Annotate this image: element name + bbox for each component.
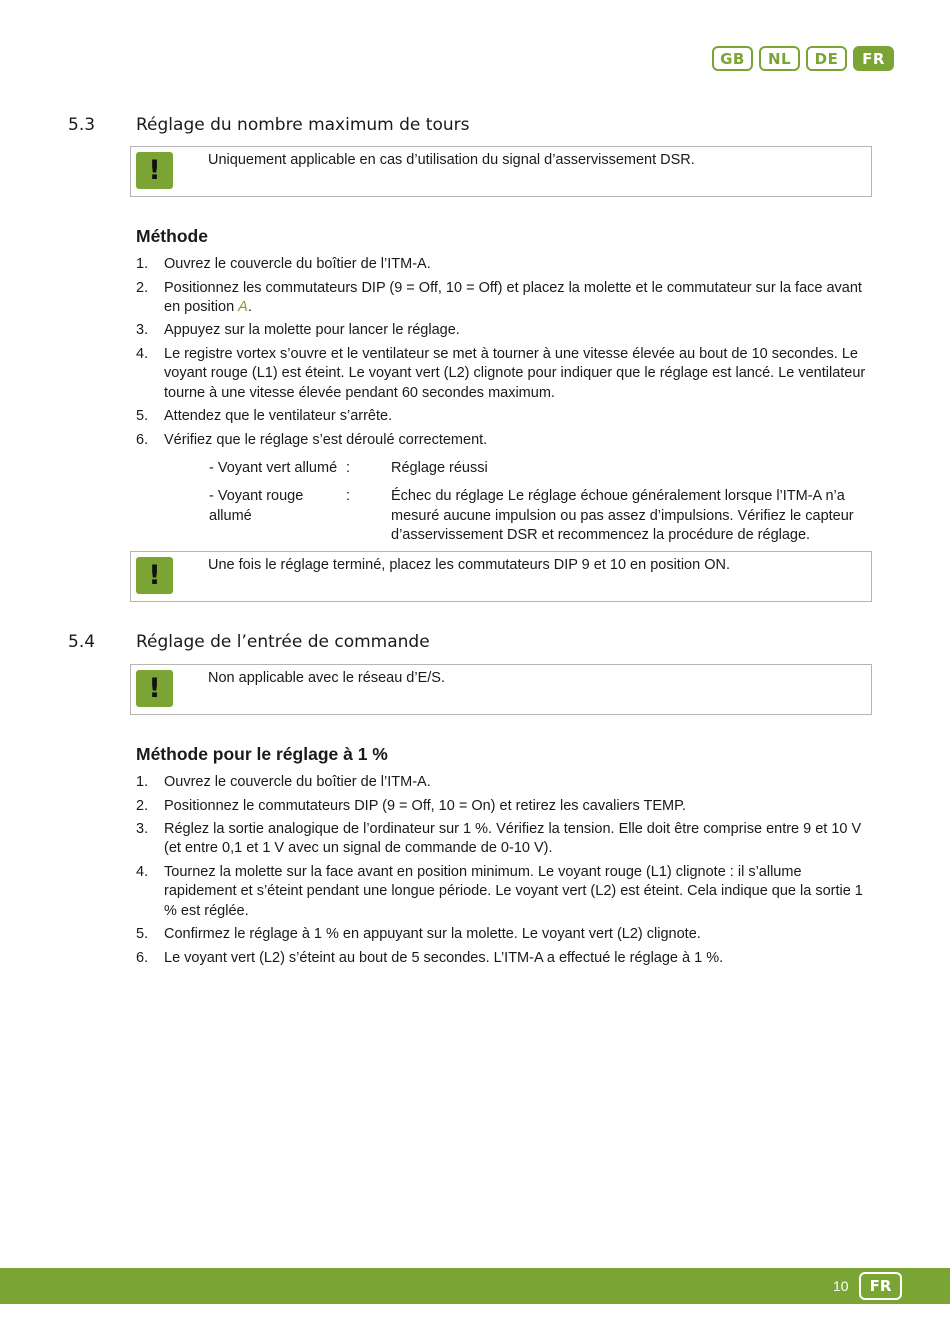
section-number: 5.3 — [68, 115, 96, 135]
note-box-io-network — [130, 664, 872, 715]
lang-tab-fr[interactable]: FR — [853, 46, 894, 71]
step-text: Réglez la sortie analogique de l’ordinateur sur 1 %. Vérifiez la tension. Elle doit être comprise entre 9 et 10 V (et entre 0,1 et 1 V avec un signal de commande de 0-10 V). — [164, 821, 862, 857]
status-row-failure — [209, 487, 874, 545]
list-item — [136, 773, 871, 792]
list-item — [136, 345, 871, 403]
warning-icon: ! — [136, 670, 173, 707]
note-text: Une fois le réglage terminé, placez les commutateurs DIP 9 et 10 en position ON. — [208, 557, 730, 573]
status-description: Réglage réussi — [391, 460, 488, 476]
step-text: Attendez que le ventilateur s’arrête. — [164, 408, 393, 425]
step-text: Vérifiez que le réglage s’est déroulé correctement. — [164, 431, 488, 448]
list-item — [136, 863, 871, 921]
step-number: 2. — [136, 797, 149, 814]
method-steps-5-4 — [136, 773, 871, 972]
list-item — [136, 321, 871, 340]
step-text: Le voyant vert (L2) s’éteint au bout de 5 secondes. L’ITM-A a effectué le réglage à 1 %. — [164, 949, 724, 966]
step-text: Le registre vortex s’ouvre et le ventilateur se met à tourner à une vitesse élevée au bout de 10 secondes. Le voyant rouge (L1) est éteint. Le voyant vert (L2) clignote pour indiquer que le réglage est lancé. Le ventilateur tourne à une vitesse élevée pendant 60 secondes maximum. — [164, 346, 866, 401]
footer-language-badge: FR — [859, 1272, 902, 1300]
step-number: 3. — [136, 821, 149, 838]
step-number: 5. — [136, 408, 149, 425]
section-title: Réglage du nombre maximum de tours — [136, 115, 470, 135]
language-tabs — [712, 46, 894, 71]
step-number: 5. — [136, 926, 149, 943]
lang-tab-nl[interactable]: NL — [759, 46, 800, 71]
step-text: Ouvrez le couvercle du boîtier de l’ITM-A. — [164, 256, 431, 272]
step-text: Positionnez le commutateurs DIP (9 = Off, 10 = On) et retirez les cavaliers TEMP. — [164, 797, 686, 814]
step-number: 4. — [136, 346, 149, 363]
step-number: 6. — [136, 949, 149, 966]
step-text: Confirmez le réglage à 1 % en appuyant sur la molette. Le voyant vert (L2) clignote. — [164, 926, 701, 943]
method-steps-5-3 — [136, 255, 871, 454]
lang-tab-de[interactable]: DE — [806, 46, 847, 71]
page-footer — [0, 1268, 950, 1304]
warning-icon: ! — [136, 557, 173, 594]
list-item — [136, 279, 871, 318]
status-label: - Voyant rouge allumé — [209, 488, 304, 524]
step-number: 4. — [136, 864, 149, 881]
step-number: 3. — [136, 322, 149, 339]
lang-tab-gb[interactable]: GB — [712, 46, 753, 71]
step-text-end: . — [247, 298, 252, 315]
position-a-highlight: A — [238, 298, 248, 315]
step-number: 1. — [136, 774, 149, 790]
note-box-dsr — [130, 146, 872, 197]
step-number: 6. — [136, 431, 149, 448]
step-text: Ouvrez le couvercle du boîtier de l’ITM-A. — [164, 774, 431, 790]
status-row-success — [209, 459, 874, 478]
section-number: 5.4 — [68, 632, 96, 652]
step-text: Positionnez les commutateurs DIP (9 = Off, 10 = Off) et placez la molette et le commutateur sur la face avant en position — [164, 279, 862, 315]
status-table — [209, 459, 874, 554]
step-text: Appuyez sur la molette pour lancer le réglage. — [164, 322, 460, 339]
list-item — [136, 925, 871, 944]
page-number: 10 — [833, 1278, 849, 1294]
status-description: Échec du réglage Le réglage échoue généralement lorsque l’ITM-A n’a mesuré aucune impulsion ou pas assez d’impulsions. Vérifiez le capteur d’asservissement DSR et recommencez la procédure de réglage. — [391, 488, 854, 543]
warning-icon: ! — [136, 152, 173, 189]
list-item — [136, 797, 871, 816]
status-colon: : — [346, 460, 351, 476]
note-text: Non applicable avec le réseau d’E/S. — [208, 670, 445, 686]
list-item — [136, 407, 871, 426]
note-box-dip-on — [130, 551, 872, 602]
list-item — [136, 820, 871, 859]
list-item — [136, 949, 871, 968]
step-text: Tournez la molette sur la face avant en position minimum. Le voyant rouge (L1) clignote : il s’allume rapidement et s’éteint pendant une longue période. Le voyant vert (L2) est éteint. Cela indique que la sortie 1 % est réglée. — [164, 864, 863, 919]
status-colon: : — [346, 488, 351, 505]
method-heading: Méthode — [136, 226, 208, 246]
note-text: Uniquement applicable en cas d’utilisation du signal d’asservissement DSR. — [208, 152, 695, 168]
list-item — [136, 255, 871, 274]
list-item — [136, 431, 871, 450]
step-number: 2. — [136, 279, 149, 296]
section-title: Réglage de l’entrée de commande — [136, 632, 430, 652]
step-number: 1. — [136, 256, 149, 272]
status-label: - Voyant vert allumé — [209, 460, 338, 476]
method-heading: Méthode pour le réglage à 1 % — [136, 744, 388, 764]
